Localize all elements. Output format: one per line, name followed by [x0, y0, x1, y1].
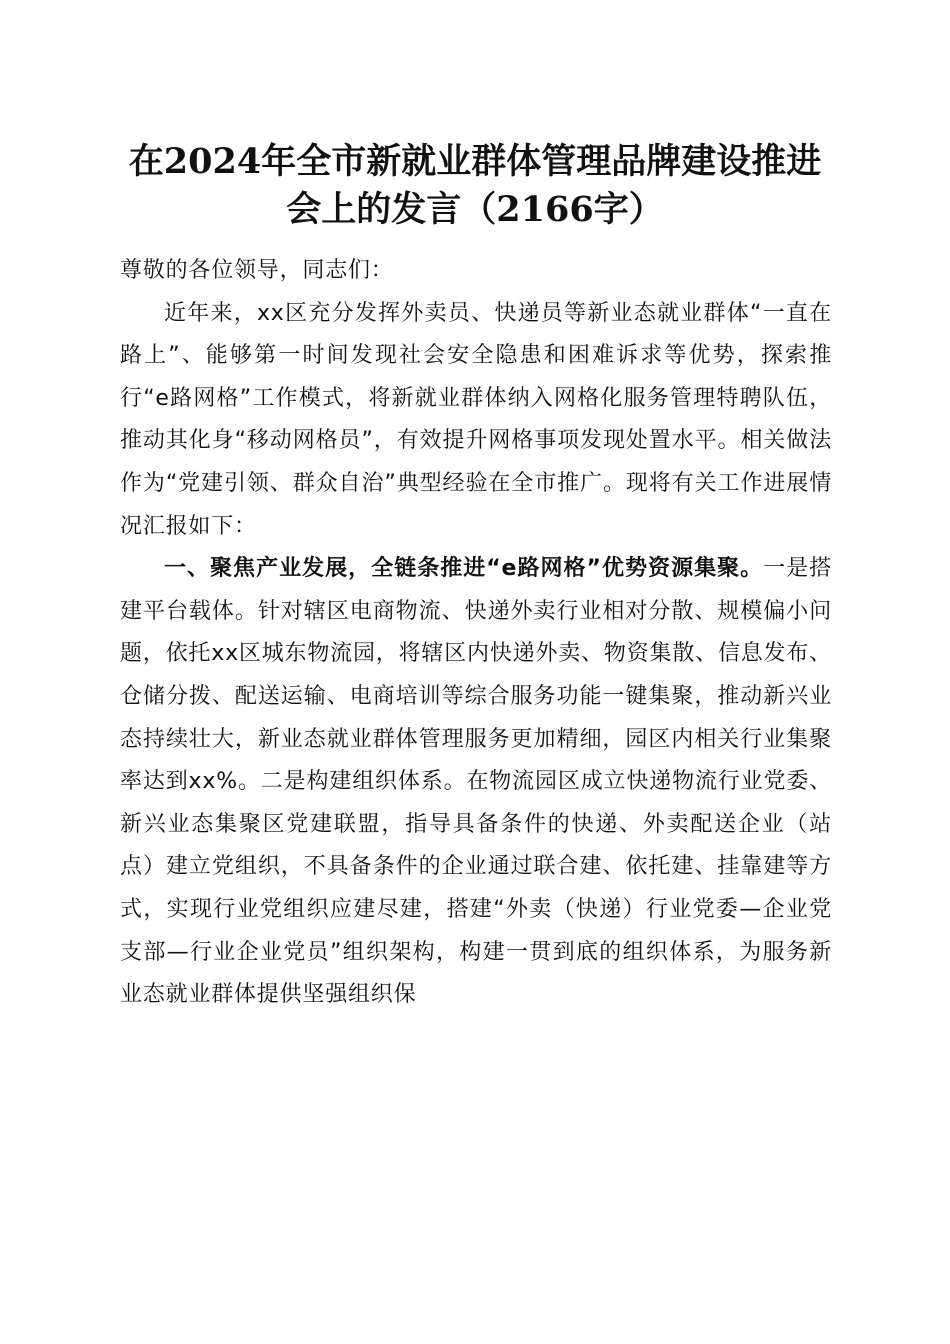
- intro-paragraph: 近年来，xx区充分发挥外卖员、快递员等新业态就业群体“一直在路上”、能够第一时间发现社会安全隐患和困难诉求等优势，探索推行“e路网格”工作模式，将新就业群体纳入网格化服务管理特聘队伍，推动其化身“移动网格员”，有效提升网格事项发现处置水平。相关做法作为“党建引领、群众自治”典型经验在全市推广。现将有关工作进展情况汇报如下：: [120, 300, 832, 539]
- section-1-heading: 一、聚焦产业发展，全链条推进“e路网格”优势资源集聚。: [164, 556, 764, 582]
- document-title: [90, 138, 860, 234]
- salutation: 尊敬的各位领导，同志们：: [120, 258, 394, 283]
- title-line-2: 会上的发言（2166字）: [286, 189, 664, 230]
- document-body: [120, 250, 832, 1017]
- title-line-1: 在2024年全市新就业群体管理品牌建设推进: [128, 141, 822, 182]
- section-1-body: 一是搭建平台载体。针对辖区电商物流、快递外卖行业相对分散、规模偏小问题，依托xx区城东物流园，将辖区内快递外卖、物资集散、信息发布、仓储分拨、配送运输、电商培训等综合服务功能一键集聚，推动新兴业态持续壮大，新业态就业群体管理服务更加精细，园区内相关行业集聚率达到xx%。二是构建组织体系。在物流园区成立快递物流行业党委、新兴业态集聚区党建联盟，指导具备条件的快递、外卖配送企业（站点）建立党组织，不具备条件的企业通过联合建、依托建、挂靠建等方式，实现行业党组织应建尽建，搭建“外卖（快递）行业党委—企业党支部—行业企业党员”组织架构，构建一贯到底的组织体系，为服务新业态就业群体提供坚强组织保: [120, 556, 832, 1008]
- section-1-paragraph: [120, 548, 832, 1017]
